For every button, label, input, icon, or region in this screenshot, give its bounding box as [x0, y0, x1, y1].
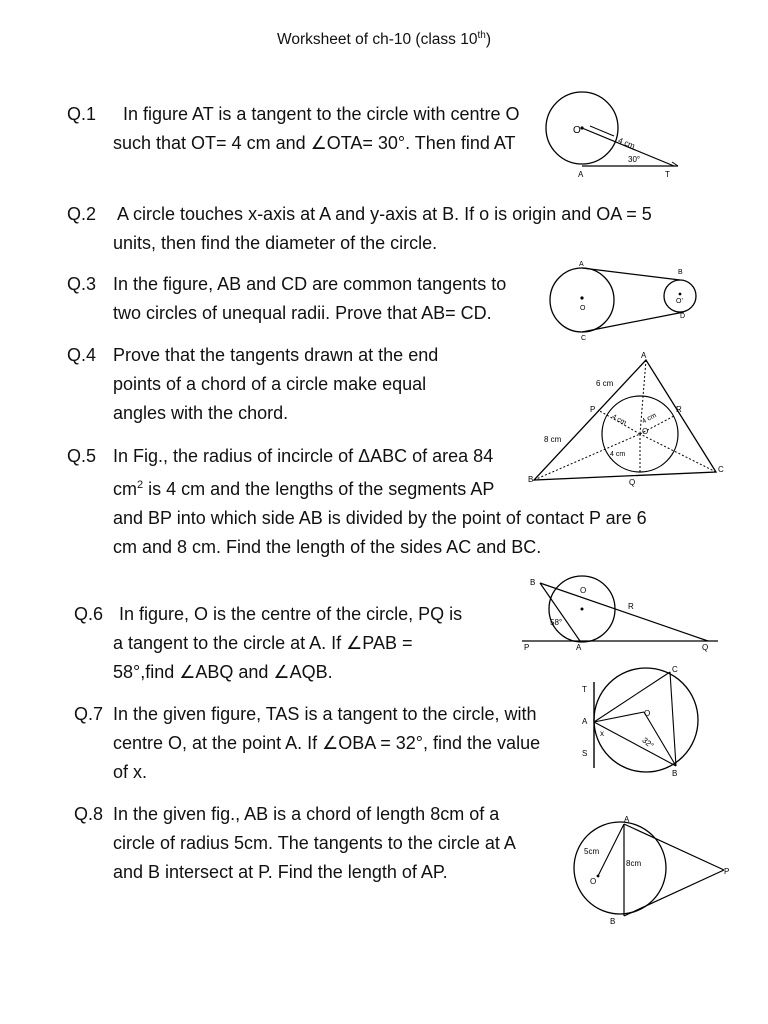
fig3-label-d: D: [680, 313, 686, 320]
question-text: A circle touches x-axis at A and y-axis at B. If o is origin and OA = 5 units, then find the diameter of the circle.: [113, 204, 652, 253]
fig7-label-o: O: [644, 709, 651, 718]
unit-cm: cm: [113, 479, 137, 499]
figure-q7: [576, 662, 716, 782]
fig7-label-c: C: [672, 665, 678, 674]
question-1: [67, 100, 527, 158]
fig1-label-a: A: [578, 170, 584, 179]
question-number: Q.2: [67, 204, 97, 224]
fig6-label-r: R: [628, 602, 634, 611]
fig8-label-b: B: [610, 917, 616, 926]
question-text-line-1: In Fig., the radius of incircle of ΔABC of area 84: [113, 446, 494, 466]
question-text: Prove that the tangents drawn at the end points of a chord of a circle make equal angles with the chord.: [113, 345, 439, 423]
question-6: [74, 600, 494, 687]
question-7: [74, 700, 564, 787]
fig1-label-30deg: 30°: [628, 155, 641, 164]
question-number: Q.8: [74, 804, 104, 824]
fig5-label-p: P: [590, 405, 596, 414]
fig5-label-c: C: [718, 465, 724, 474]
question-4: [67, 341, 467, 428]
fig7-label-a: A: [582, 717, 588, 726]
question-number: Q.6: [74, 604, 104, 624]
title-superscript: th: [477, 30, 486, 41]
fig5-label-a: A: [641, 351, 647, 360]
title-end: ): [485, 31, 491, 49]
question-text-line-3: and BP into which side AB is divided by the point of contact P are 6 cm and 8 cm. Find the length of the sides AC and BC.: [113, 508, 647, 557]
figure-q6: [520, 575, 720, 655]
question-text: In figure AT is a tangent to the circle with centre O such that OT= 4 cm and ∠OTA= 30°. Then find AT: [113, 104, 520, 153]
fig5-label-4cm-a: 4 cm: [610, 413, 628, 427]
figure-q1: [542, 90, 682, 180]
figure-q5: [524, 352, 734, 492]
fig1-label-o: O: [573, 125, 581, 136]
fig6-label-a: A: [576, 643, 582, 652]
title-text: Worksheet of ch-10 (class 10: [277, 31, 478, 49]
question-number: Q.3: [67, 274, 97, 294]
question-text: In the given fig., AB is a chord of length 8cm of a circle of radius 5cm. The tangents to the circle at A and B intersect at P. Find the length of AP.: [113, 804, 515, 882]
fig3-label-o: O: [580, 305, 586, 312]
fig8-label-8cm: 8cm: [626, 859, 642, 868]
question-number: Q.1: [67, 104, 97, 124]
question-text: In figure, O is the centre of the circle, PQ is a tangent to the circle at A. If ∠PAB = 58°,find ∠ABQ and ∠AQB.: [113, 604, 463, 682]
superscript-2: 2: [137, 479, 144, 491]
fig3-label-b: B: [678, 269, 683, 276]
question-text: In the given figure, TAS is a tangent to the circle, with centre O, at the point A. If ∠OBA = 32°, find the value of x.: [113, 704, 541, 782]
fig7-label-b: B: [672, 769, 678, 778]
fig5-label-6cm: 6 cm: [596, 379, 614, 388]
figure-q8: [572, 812, 732, 927]
fig5-label-4cm-c: 4 cm: [610, 451, 626, 458]
fig1-label-t: T: [665, 170, 670, 179]
question-3: [67, 270, 537, 328]
fig3-label-c: C: [581, 335, 587, 342]
fig5-label-b: B: [528, 475, 534, 484]
question-2: [67, 200, 667, 258]
fig1-label-4cm: 4 cm: [616, 135, 637, 151]
fig7-label-t: T: [582, 685, 587, 694]
fig6-label-p: P: [524, 643, 530, 652]
question-text-cont: is 4 cm and the lengths of the segments AP: [143, 479, 495, 499]
fig7-label-x: x: [600, 729, 604, 738]
question-text: In the figure, AB and CD are common tangents to two circles of unequal radii. Prove that AB= CD.: [113, 274, 507, 323]
question-8: [74, 800, 544, 887]
fig5-label-r: R: [676, 405, 682, 414]
fig3-label-a: A: [579, 261, 584, 268]
fig7-label-s: S: [582, 749, 588, 758]
fig6-label-o: O: [580, 586, 587, 595]
fig6-label-q: Q: [702, 643, 709, 652]
question-number: Q.5: [67, 446, 97, 466]
fig5-label-4cm-b: 4 cm: [641, 412, 658, 426]
question-number: Q.7: [74, 704, 104, 724]
figure-q3: [544, 260, 704, 340]
fig5-label-o: O: [642, 427, 649, 436]
fig5-label-q: Q: [629, 478, 636, 487]
fig3-label-o-prime: O': [676, 298, 683, 305]
fig8-label-5cm: 5cm: [584, 847, 600, 856]
fig6-label-b: B: [530, 578, 536, 587]
fig6-label-58deg: 58°: [550, 618, 563, 627]
fig8-label-a: A: [624, 815, 630, 824]
fig8-label-p: P: [724, 867, 730, 876]
fig8-label-o: O: [590, 877, 597, 886]
worksheet-title: [0, 30, 768, 49]
fig5-label-8cm: 8 cm: [544, 435, 562, 444]
question-text-line-2: [113, 479, 494, 499]
question-number: Q.4: [67, 345, 97, 365]
fig7-label-32deg: 32°: [640, 735, 656, 751]
